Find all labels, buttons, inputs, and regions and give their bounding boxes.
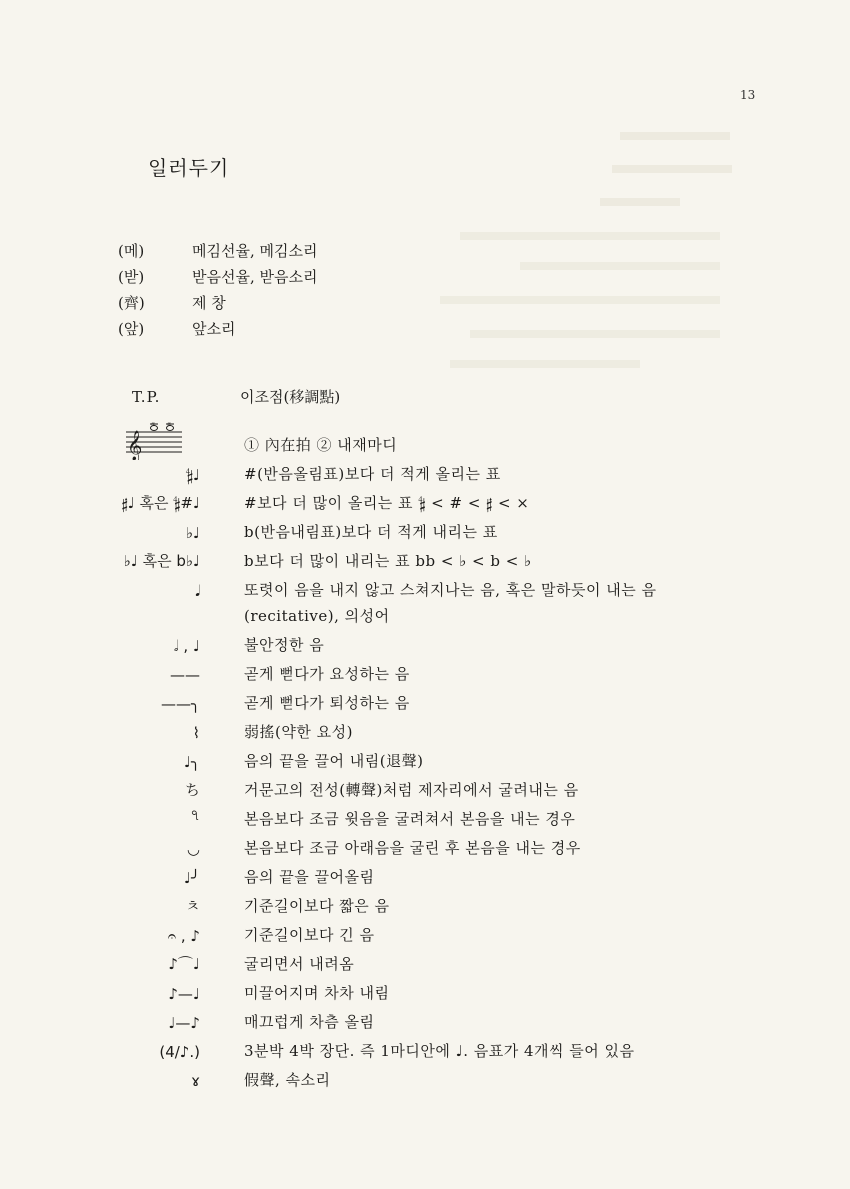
symbol-row bbox=[0, 803, 850, 832]
symbol-row bbox=[0, 948, 850, 977]
symbol-row bbox=[0, 919, 850, 948]
symbol-mark: ——╮ bbox=[160, 695, 200, 713]
symbol-row bbox=[0, 487, 850, 516]
symbol-mark: ♪—♩ bbox=[168, 985, 200, 1003]
svg-text:②: ② bbox=[167, 422, 172, 428]
abbreviation-row bbox=[118, 238, 718, 264]
symbol-row bbox=[0, 861, 850, 890]
symbol-mark: ♩╮ bbox=[183, 753, 200, 771]
abbreviation-key: (받) bbox=[118, 268, 145, 286]
page-title: 일러두기 bbox=[148, 156, 230, 180]
abbreviation-value: 받음선율, 받음소리 bbox=[192, 268, 318, 286]
symbol-row bbox=[0, 420, 850, 458]
symbol-mark: 𝄰♩ 혹은 𝄲#♩ bbox=[121, 494, 200, 512]
abbreviation-key: (메) bbox=[118, 242, 145, 260]
symbol-row bbox=[0, 1035, 850, 1064]
symbol-description: 미끌어지며 차차 내림 bbox=[244, 984, 390, 1002]
symbol-description: 곧게 뻗다가 퇴성하는 음 bbox=[244, 694, 410, 712]
symbol-row bbox=[0, 545, 850, 574]
symbol-row-continuation bbox=[0, 603, 850, 629]
treble-staff-icon bbox=[124, 420, 184, 460]
symbol-description: (recitative), 의성어 bbox=[244, 607, 390, 625]
symbol-description: 거문고의 전성(轉聲)처럼 제자리에서 굴려내는 음 bbox=[244, 781, 579, 799]
symbol-mark: ♩—♪ bbox=[168, 1014, 200, 1032]
symbol-description: 곧게 뻗다가 요성하는 음 bbox=[244, 665, 410, 683]
symbol-row bbox=[0, 458, 850, 487]
symbol-mark: 𝄐 , ♪ bbox=[167, 927, 200, 945]
symbol-description: #(반음올림표)보다 더 적게 올리는 표 bbox=[244, 465, 501, 483]
symbol-mark: ৭ bbox=[190, 806, 200, 824]
tp-value: 이조점(移調點) bbox=[240, 388, 341, 406]
page-number: 13 bbox=[740, 88, 756, 102]
tp-row bbox=[0, 384, 850, 410]
abbreviation-value: 제 창 bbox=[192, 294, 226, 312]
abbreviation-row bbox=[118, 290, 718, 316]
symbol-description: 음의 끝을 끌어 내림(退聲) bbox=[244, 752, 424, 770]
symbol-description: 또렷이 음을 내지 않고 스쳐지나는 음, 혹은 말하듯이 내는 음 bbox=[244, 581, 657, 599]
symbol-row bbox=[0, 890, 850, 919]
symbol-description: b(반음내림표)보다 더 적게 내리는 표 bbox=[244, 523, 498, 541]
symbol-mark: ⌇ bbox=[192, 724, 200, 742]
symbol-mark: 𝅘𝅥 bbox=[195, 582, 200, 600]
symbol-description: #보다 더 많이 올리는 표 𝄲 < # < 𝄰 < × bbox=[244, 494, 530, 512]
symbol-mark: 𝅗𝅥 , ♩ bbox=[173, 637, 200, 655]
symbol-description: 음의 끝을 끌어올림 bbox=[244, 868, 375, 886]
abbreviation-key: (앞) bbox=[118, 320, 145, 338]
symbol-row bbox=[0, 629, 850, 658]
abbreviation-value: 앞소리 bbox=[192, 320, 236, 338]
symbol-row bbox=[0, 658, 850, 687]
symbol-mark: ɤ bbox=[191, 1072, 200, 1090]
symbol-row bbox=[0, 977, 850, 1006]
symbol-mark: ♩╯ bbox=[183, 869, 200, 887]
symbol-row bbox=[0, 574, 850, 603]
symbol-row bbox=[0, 774, 850, 803]
symbol-description: 매끄럽게 차츰 올림 bbox=[244, 1013, 375, 1031]
symbol-list bbox=[0, 420, 850, 1093]
svg-text:①: ① bbox=[151, 422, 156, 428]
abbreviation-row bbox=[118, 316, 718, 342]
symbol-mark: ち bbox=[184, 781, 200, 799]
symbol-description: 굴리면서 내려옴 bbox=[244, 955, 355, 973]
symbol-row bbox=[0, 745, 850, 774]
symbol-description: 기준길이보다 긴 음 bbox=[244, 926, 375, 944]
symbol-description: 본음보다 조금 윗음을 굴려쳐서 본음을 내는 경우 bbox=[244, 810, 576, 828]
abbreviation-key: (齊) bbox=[118, 294, 145, 312]
symbol-mark: ♭♩ 혹은 b♭♩ bbox=[123, 552, 200, 570]
svg-text:𝄞: 𝄞 bbox=[127, 431, 143, 460]
abbreviation-row bbox=[118, 264, 718, 290]
symbol-description: 弱搖(약한 요성) bbox=[244, 723, 353, 741]
symbol-description: ① 內在拍 ② 내재마디 bbox=[244, 436, 398, 454]
symbol-mark: ♪⌒♩ bbox=[168, 955, 200, 973]
symbol-mark: ㅊ bbox=[185, 897, 200, 915]
symbol-row bbox=[0, 1006, 850, 1035]
symbol-description: 불안정한 음 bbox=[244, 636, 325, 654]
symbol-row bbox=[0, 516, 850, 545]
symbol-row bbox=[0, 716, 850, 745]
abbreviation-value: 메김선율, 메김소리 bbox=[192, 242, 318, 260]
symbol-description: 3분박 4박 장단. 즉 1마디안에 ♩. 음표가 4개씩 들어 있음 bbox=[244, 1042, 635, 1060]
symbol-mark: ♭♩ bbox=[185, 524, 200, 542]
tp-key: T.P. bbox=[132, 388, 161, 406]
symbol-description: b보다 더 많이 내리는 표 bb < ♭ < b < ♭ bbox=[244, 552, 532, 570]
symbol-description: 假聲, 속소리 bbox=[244, 1071, 331, 1089]
symbol-row bbox=[0, 832, 850, 861]
symbol-description: 기준길이보다 짧은 음 bbox=[244, 897, 390, 915]
abbreviation-list bbox=[118, 238, 718, 342]
symbol-mark: —— bbox=[170, 666, 200, 684]
symbol-mark: 𝄲♩ bbox=[185, 466, 200, 484]
symbol-mark: ◡ bbox=[186, 840, 200, 858]
symbol-row bbox=[0, 687, 850, 716]
symbol-row bbox=[0, 1064, 850, 1093]
symbol-mark: (4/♪.) bbox=[159, 1043, 200, 1061]
symbol-description: 본음보다 조금 아래음을 굴린 후 본음을 내는 경우 bbox=[244, 839, 581, 857]
